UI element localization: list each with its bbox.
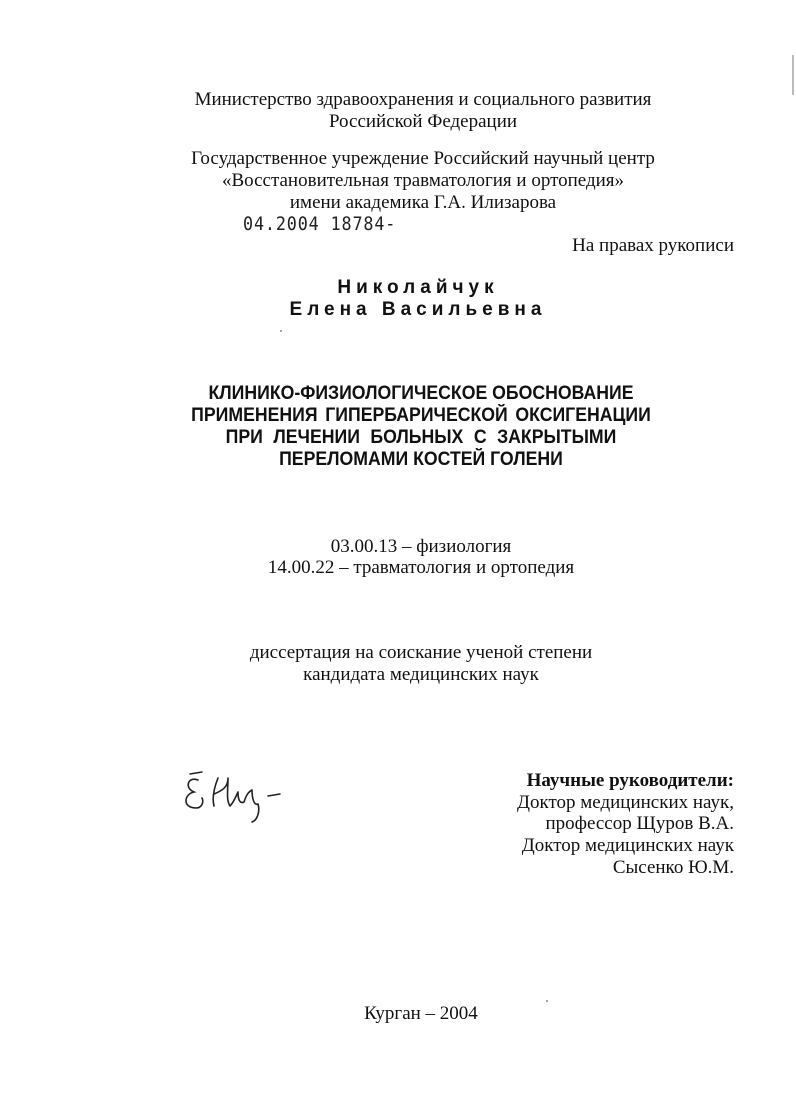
thesis-title-line-1: КЛИНИКО-ФИЗИОЛОГИЧЕСКОЕ ОБОСНОВАНИЕ <box>208 383 634 404</box>
author-surname: Николайчук <box>337 277 499 298</box>
supervisors-heading: Научные руководители: <box>526 770 734 791</box>
rights-note: На правах рукописи <box>572 235 734 256</box>
ministry-line-1: Министерство здравоохранения и социального развития <box>194 89 652 110</box>
ministry-line-2: Российской Федерации <box>328 111 518 132</box>
registration-number: 04.2004 18784- <box>243 213 397 235</box>
thesis-title-line-3: ПРИ ЛЕЧЕНИИ БОЛЬНЫХ С ЗАКРЫТЫМИ <box>225 427 617 448</box>
supervisor-line-2: профессор Щуров В.А. <box>545 813 734 834</box>
scan-speck <box>546 1000 548 1002</box>
author-given-names: Елена Васильевна <box>289 299 547 320</box>
thesis-title-line-4: ПЕРЕЛОМАМИ КОСТЕЙ ГОЛЕНИ <box>279 449 563 470</box>
dissertation-line-2: кандидата медицинских наук <box>303 664 539 685</box>
thesis-title-line-2: ПРИМЕНЕНИЯ ГИПЕРБАРИЧЕСКОЙ ОКСИГЕНАЦИИ <box>191 405 651 426</box>
dissertation-line-1: диссертация на соискание ученой степени <box>249 642 593 663</box>
city-year: Курган – 2004 <box>364 1003 478 1024</box>
supervisor-line-4: Сысенко Ю.М. <box>612 857 734 878</box>
supervisor-line-1: Доктор медицинских наук, <box>517 792 734 813</box>
institution-line-2: «Восстановительная травматология и ортопедия» <box>221 170 625 191</box>
supervisor-line-3: Доктор медицинских наук <box>521 835 734 856</box>
scan-speck <box>280 330 282 332</box>
specialty-physiology: 03.00.13 – физиология <box>330 536 512 557</box>
institution-line-3: имени академика Г.А. Илизарова <box>289 192 557 213</box>
author-signature <box>180 766 300 826</box>
specialty-traumatology: 14.00.22 – травматология и ортопедия <box>267 557 575 578</box>
institution-line-1: Государственное учреждение Российский научный центр <box>191 148 655 169</box>
